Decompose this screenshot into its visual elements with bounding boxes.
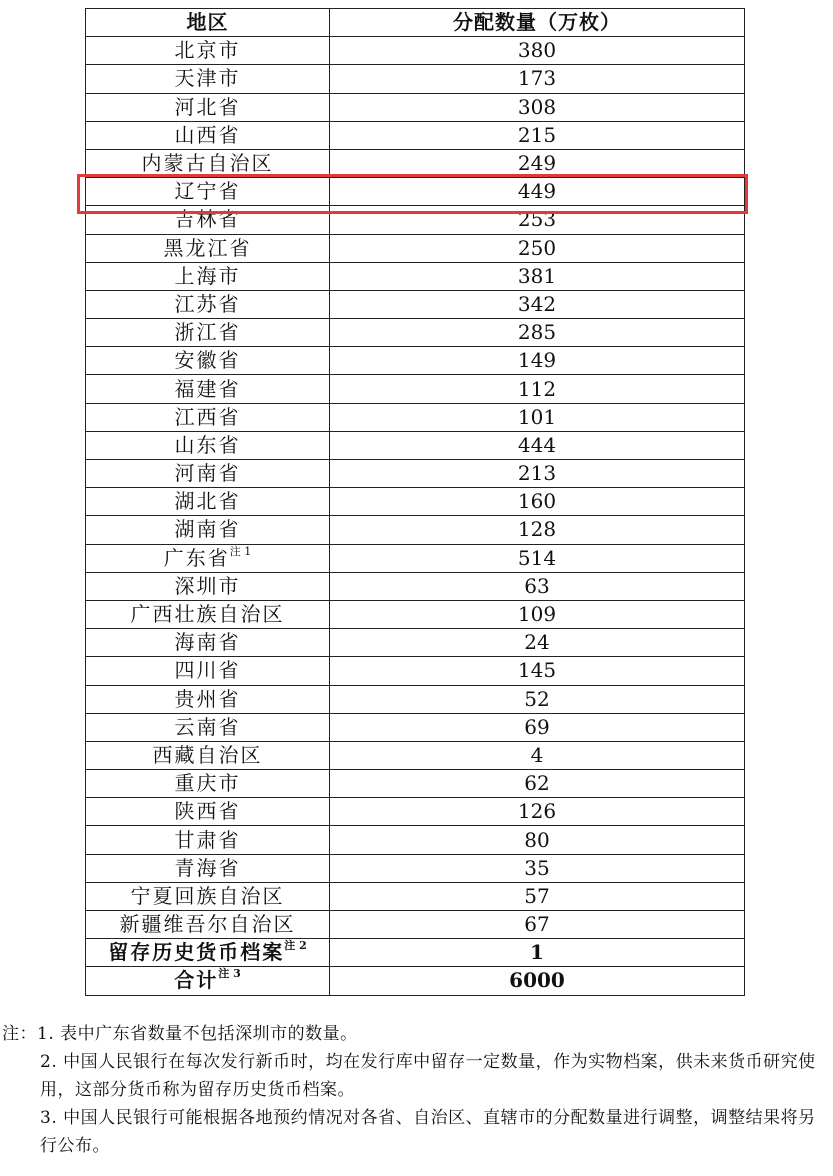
quantity-cell: 215 [330, 121, 745, 149]
region-name: 天津市 [174, 66, 241, 91]
region-name: 福建省 [174, 376, 241, 401]
table-row [86, 544, 745, 572]
region-name: 黑龙江省 [163, 235, 252, 260]
region-name: 江苏省 [174, 291, 241, 316]
quantity-cell: 213 [330, 460, 745, 488]
table-row [86, 713, 745, 741]
region-cell [86, 206, 330, 234]
table-row [86, 121, 745, 149]
region-cell [86, 37, 330, 65]
region-name: 山西省 [174, 122, 241, 147]
region-name: 吉林省 [174, 207, 241, 232]
region-name: 青海省 [174, 855, 241, 880]
table-row [86, 488, 745, 516]
quantity-cell: 1 [330, 939, 745, 967]
region-cell [86, 375, 330, 403]
table-row [86, 516, 745, 544]
region-name: 四川省 [174, 658, 241, 683]
table-row [86, 37, 745, 65]
quantity-cell: 24 [330, 629, 745, 657]
quantity-cell: 249 [330, 149, 745, 177]
region-cell [86, 149, 330, 177]
table-row [86, 403, 745, 431]
table-row [86, 178, 745, 206]
table-row [86, 770, 745, 798]
region-cell [86, 178, 330, 206]
region-name: 新疆维吾尔自治区 [119, 912, 296, 937]
quantity-cell: 101 [330, 403, 745, 431]
region-name: 浙江省 [174, 320, 241, 345]
table-row [86, 798, 745, 826]
quantity-cell: 308 [330, 93, 745, 121]
quantity-cell: 253 [330, 206, 745, 234]
note-2: 2. 中国人民银行在每次发行新币时，均在发行库中留存一定数量，作为实物档案，供未来货币研究使用，这部分货币称为留存历史货币档案。 [40, 1052, 816, 1100]
region-cell [86, 319, 330, 347]
quantity-cell: 160 [330, 488, 745, 516]
region-cell [86, 629, 330, 657]
region-name: 湖南省 [174, 517, 241, 542]
quantity-cell: 67 [330, 911, 745, 939]
region-cell [86, 290, 330, 318]
quantity-cell: 69 [330, 713, 745, 741]
region-cell [86, 911, 330, 939]
quantity-cell: 109 [330, 600, 745, 628]
region-cell [86, 121, 330, 149]
header-quantity: 分配数量（万枚） [330, 9, 745, 37]
region-name: 海南省 [174, 630, 241, 655]
region-cell [86, 882, 330, 910]
region-name: 深圳市 [174, 573, 241, 598]
quantity-cell: 449 [330, 178, 745, 206]
region-cell [86, 347, 330, 375]
region-name: 内蒙古自治区 [141, 151, 274, 176]
region-name: 辽宁省 [174, 179, 241, 204]
note-3: 3. 中国人民银行可能根据各地预约情况对各省、自治区、直辖市的分配数量进行调整，调整结果将另行公布。 [40, 1108, 816, 1156]
footnote-marker: 注 1 [229, 544, 252, 558]
region-name: 湖北省 [174, 489, 241, 514]
table-row [86, 939, 745, 967]
region-name: 河北省 [174, 94, 241, 119]
quantity-cell: 250 [330, 234, 745, 262]
region-cell [86, 572, 330, 600]
quantity-cell: 63 [330, 572, 745, 600]
region-cell [86, 262, 330, 290]
region-cell [86, 544, 330, 572]
region-cell [86, 741, 330, 769]
quantity-cell: 342 [330, 290, 745, 318]
region-name: 重庆市 [174, 771, 241, 796]
region-cell [86, 516, 330, 544]
region-name: 广西壮族自治区 [130, 602, 285, 627]
region-cell [86, 600, 330, 628]
region-name: 合计 [174, 968, 219, 993]
table-row [86, 234, 745, 262]
footnotes [2, 1020, 830, 1160]
region-name: 留存历史货币档案 [108, 940, 285, 965]
region-cell [86, 431, 330, 459]
quantity-cell: 145 [330, 657, 745, 685]
region-name: 广东省 [163, 545, 230, 570]
quantity-cell: 80 [330, 826, 745, 854]
region-cell [86, 93, 330, 121]
region-cell [86, 854, 330, 882]
region-cell [86, 460, 330, 488]
allocation-table [85, 8, 745, 996]
region-cell [86, 713, 330, 741]
table-row [86, 375, 745, 403]
table-row [86, 93, 745, 121]
table-row [86, 685, 745, 713]
region-cell [86, 657, 330, 685]
table-row [86, 854, 745, 882]
table-row [86, 65, 745, 93]
quantity-cell: 128 [330, 516, 745, 544]
quantity-cell: 112 [330, 375, 745, 403]
quantity-cell: 380 [330, 37, 745, 65]
header-region: 地区 [86, 9, 330, 37]
quantity-cell: 6000 [330, 967, 745, 995]
region-name: 贵州省 [174, 686, 241, 711]
region-cell [86, 403, 330, 431]
region-name: 江西省 [174, 404, 241, 429]
table-row [86, 206, 745, 234]
footnote-marker: 注 2 [284, 939, 307, 953]
region-name: 北京市 [174, 38, 241, 63]
region-name: 安徽省 [174, 348, 241, 373]
table-header-row [86, 9, 745, 37]
region-cell [86, 826, 330, 854]
table-row [86, 431, 745, 459]
region-cell [86, 685, 330, 713]
quantity-cell: 52 [330, 685, 745, 713]
note-1: 注：1. 表中广东省数量不包括深圳市的数量。 [2, 1024, 358, 1044]
quantity-cell: 57 [330, 882, 745, 910]
footnote-marker: 注 3 [218, 967, 241, 981]
region-cell [86, 770, 330, 798]
quantity-cell: 126 [330, 798, 745, 826]
quantity-cell: 285 [330, 319, 745, 347]
table-row [86, 826, 745, 854]
table-row [86, 290, 745, 318]
quantity-cell: 514 [330, 544, 745, 572]
table-row [86, 629, 745, 657]
table-row [86, 262, 745, 290]
region-name: 陕西省 [174, 799, 241, 824]
table-row [86, 911, 745, 939]
table-row [86, 657, 745, 685]
region-name: 西藏自治区 [152, 742, 263, 767]
table-row [86, 460, 745, 488]
table-row [86, 149, 745, 177]
region-name: 上海市 [174, 263, 241, 288]
region-cell [86, 798, 330, 826]
region-name: 甘肃省 [174, 827, 241, 852]
table-row [86, 319, 745, 347]
region-name: 云南省 [174, 714, 241, 739]
table-row [86, 967, 745, 995]
quantity-cell: 444 [330, 431, 745, 459]
quantity-cell: 4 [330, 741, 745, 769]
region-cell [86, 234, 330, 262]
quantity-cell: 149 [330, 347, 745, 375]
quantity-cell: 381 [330, 262, 745, 290]
table-row [86, 347, 745, 375]
quantity-cell: 173 [330, 65, 745, 93]
quantity-cell: 35 [330, 854, 745, 882]
region-name: 宁夏回族自治区 [130, 883, 285, 908]
quantity-cell: 62 [330, 770, 745, 798]
table-row [86, 741, 745, 769]
region-name: 河南省 [174, 461, 241, 486]
region-cell [86, 488, 330, 516]
region-cell [86, 939, 330, 967]
table-body [86, 37, 745, 995]
region-cell [86, 967, 330, 995]
table-row [86, 882, 745, 910]
region-cell [86, 65, 330, 93]
region-name: 山东省 [174, 432, 241, 457]
table-row [86, 572, 745, 600]
table-row [86, 600, 745, 628]
